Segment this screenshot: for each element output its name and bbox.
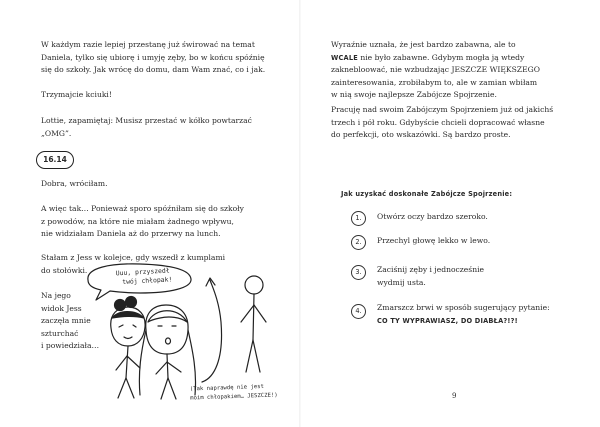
left-para-2: Trzymajcie kciuki! (41, 90, 112, 99)
step-number-2: 2. (351, 235, 366, 250)
right-para-2: Pracuję nad swoim Zabójczym Spojrzeniem już od jakichś trzech i pół roku. Gdybyście chcieli dopracować własne do perfekcji, oto wskazówki. Są bardzo proste. (331, 105, 554, 139)
left-para-3: Lottie, zapamiętaj: Musisz przestać w kółko powtarzać „OMG”. (41, 116, 252, 138)
step-number-1: 1. (351, 211, 366, 226)
step-text-3: Zaciśnij zęby i jednocześnie wydmij usta. (377, 265, 485, 287)
left-para-6: Stałam z Jess w kolejce, gdy wszedł z kumplami do stołówki. (41, 253, 226, 275)
step-number-3: 3. (351, 265, 366, 280)
date-badge: 16.14 (36, 151, 74, 169)
step-text-1: Otwórz oczy bardzo szeroko. (377, 212, 488, 221)
left-para-7: Na jego widok Jess zaczęła mnie szturchać i powiedziała… (41, 291, 100, 350)
step-number-4: 4. (351, 304, 366, 319)
killer-look-heading: Jak uzyskać doskonałe Zabójcze Spojrzenie: (341, 190, 513, 198)
left-para-1: W każdym razie lepiej przestanę już świrować na temat Daniela, tylko się ubiorę i umyję zęby, bo w końcu spóźnię się do szkoły. Jak wrócę do domu, dam Wam znać, co i jak. (41, 40, 266, 74)
page-number: 9 (452, 392, 457, 400)
right-para-1: Wyraźnie uznała, że jest bardzo zabawna, ale to WCALE nie było zabawne. Gdybym mogła ją wtedy zaknebloować, nie wzbudzając JESZCZE WIĘKSZEGO zainteresowania, zrobiłabym to, ale w zamian wbiłam w nią swoje najlepsze Zabójcze Spojrzenie. (331, 40, 540, 99)
speech-bubble-text: Uuu, przyszedł twój chłopak! (115, 266, 173, 286)
step-text-4: Zmarszcz brwi w sposób sugerujący pytanie: CO TY WYPRAWIASZ, DO DIABŁA?!?! (377, 303, 550, 325)
step-text-2: Przechyl głowę lekko w lewo. (377, 236, 491, 245)
left-para-5: A więc tak… Ponieważ sporo spóźniłam się do szkoły z powodów, na które nie miałam żadnego wpływu, nie widziałam Daniela aż do przerwy na lunch. (41, 204, 244, 238)
illustration-caption: (Tak naprawdę nie jest moim chłopakiem… JESZCZE!) (189, 383, 278, 402)
left-para-4: Dobra, wróciłam. (41, 179, 108, 188)
